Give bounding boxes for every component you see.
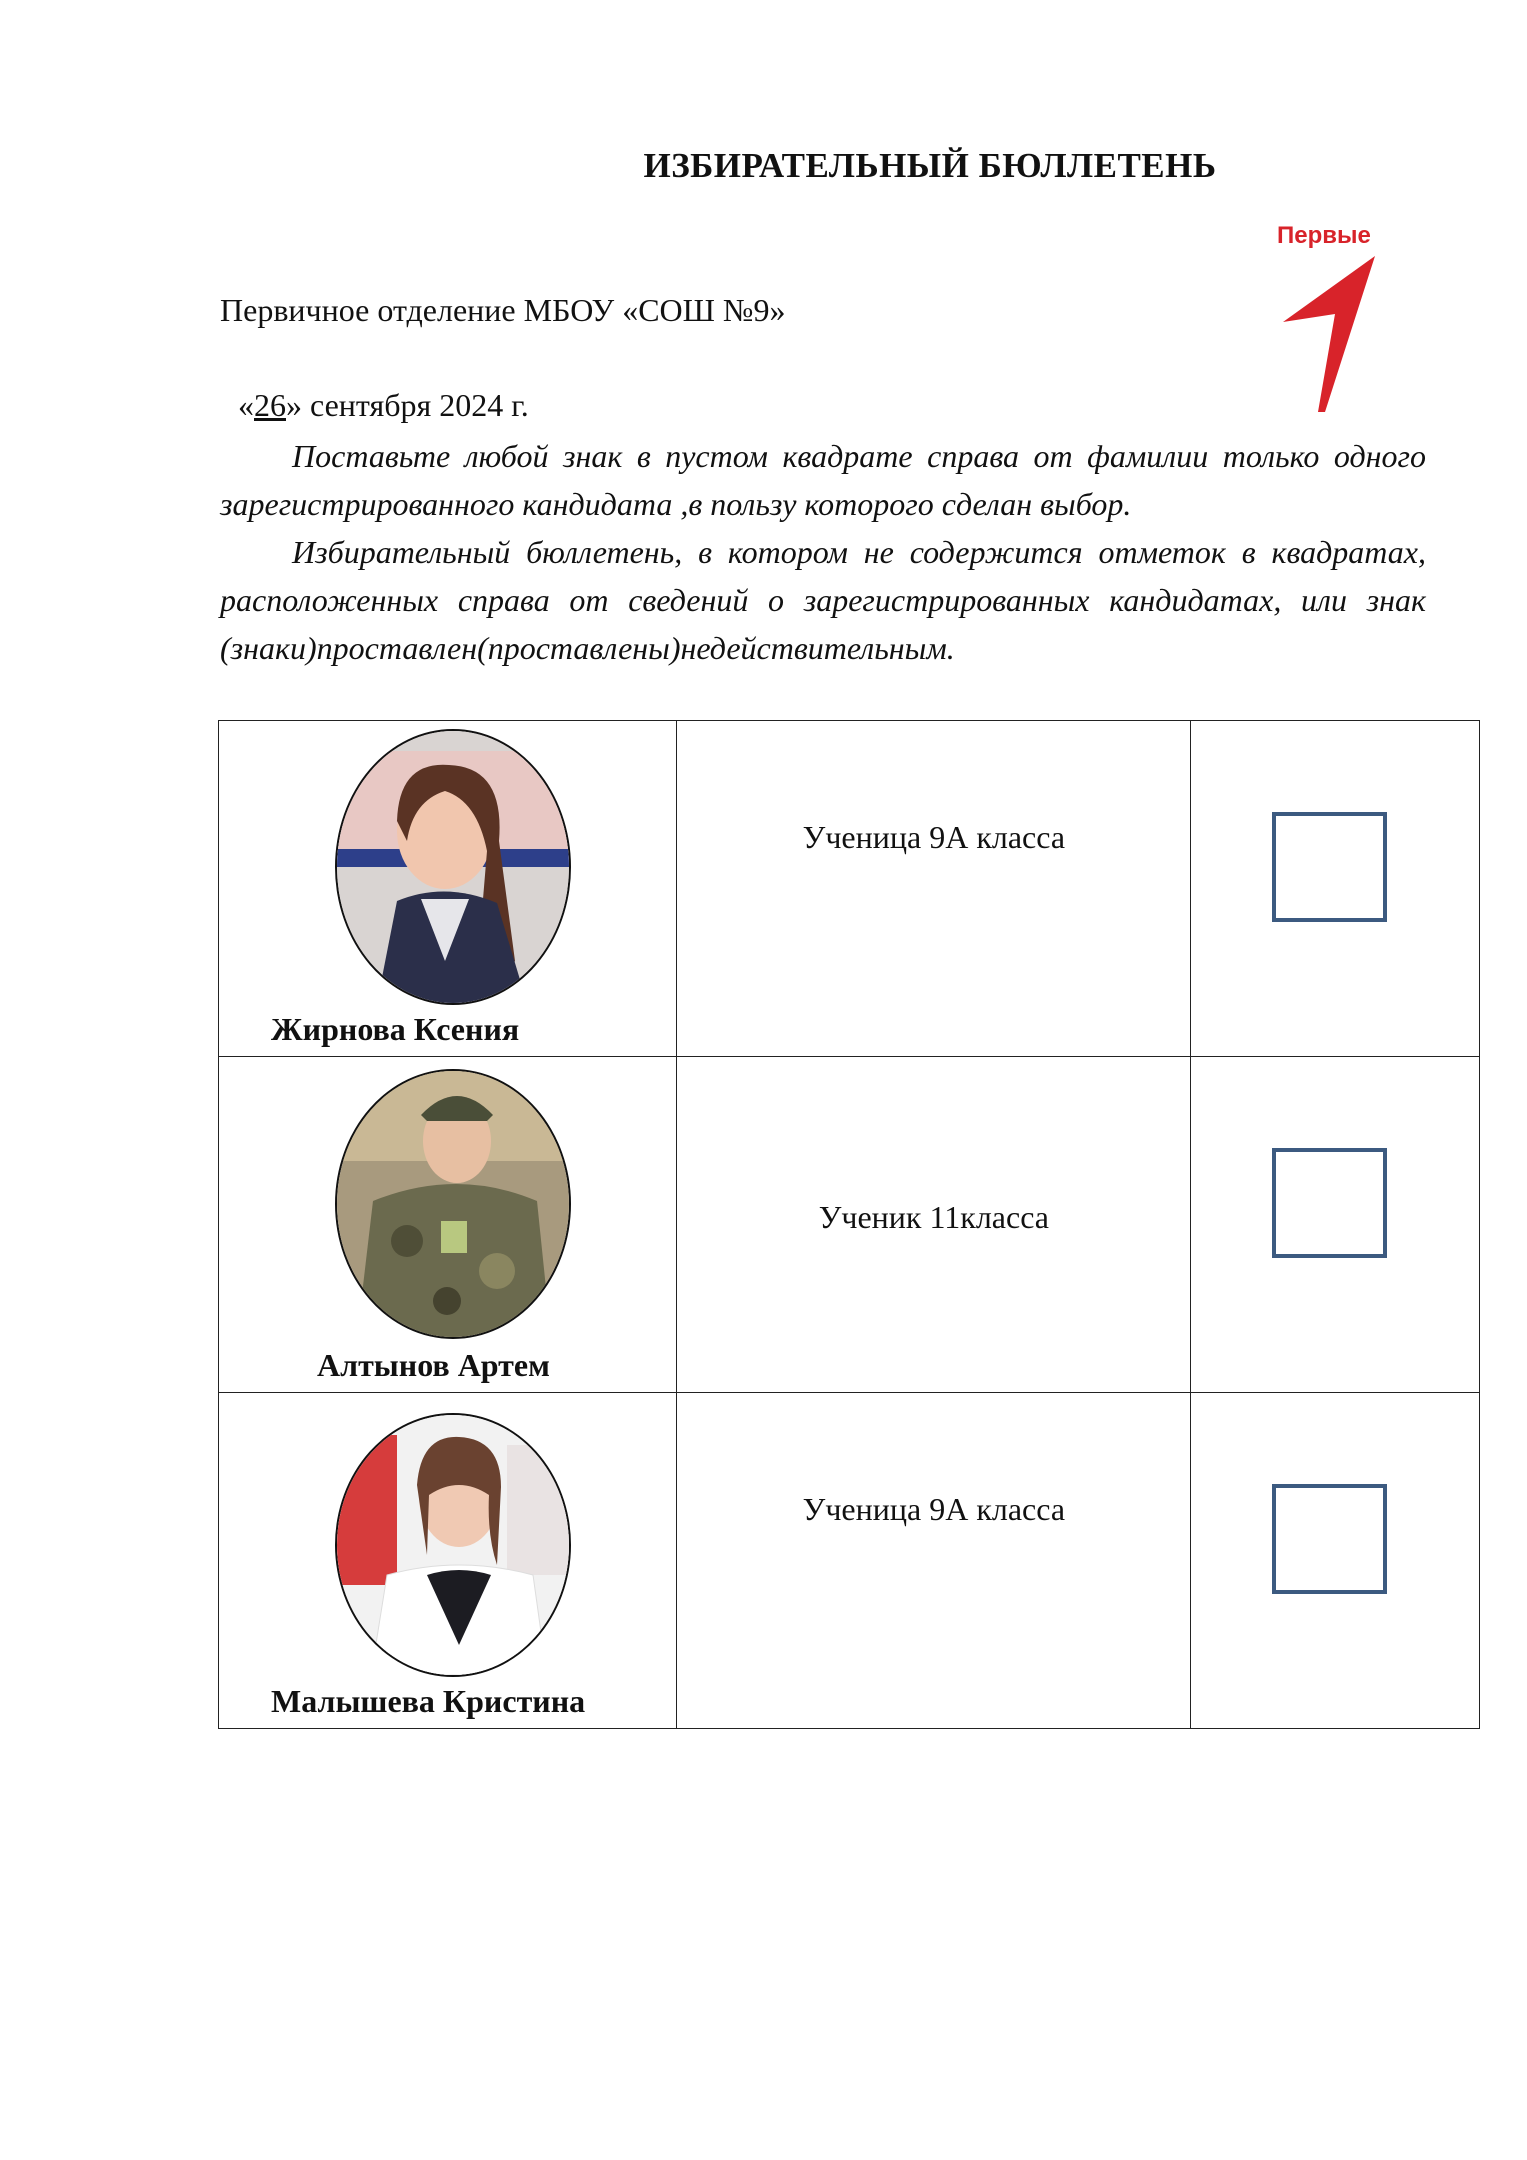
candidate-checkbox-cell [1191,721,1480,1057]
candidate-name: Жирнова Ксения [271,1011,520,1047]
candidate-photo [335,1413,571,1677]
candidate-row [219,1057,1480,1393]
candidate-description: Ученица 9А класса [802,1491,1066,1527]
candidate-name: Алтынов Артем [317,1347,550,1383]
candidate-description: Ученица 9А класса [802,819,1066,855]
candidate-photo [335,1069,571,1339]
vote-checkbox[interactable] [1272,1148,1387,1258]
candidate-photo-cell [219,721,677,1057]
candidate-photo-cell [219,1393,677,1729]
organization-name: Первичное отделение МБОУ «СОШ №9» [220,292,786,328]
instruction-invalid: Избирательный бюллетень, в котором не содержится отметок в квадратах, расположенных справа от сведений о зарегистрированных кандидатах, или знак (знаки)проставлен(проставлены)недействительным. [220,534,1426,666]
logo-text: Первые [1277,222,1371,249]
candidate-name: Малышева Кристина [271,1683,586,1719]
candidate-row [219,721,1480,1057]
candidate-row [219,1393,1480,1729]
candidates-table [218,720,1480,1729]
vote-checkbox[interactable] [1272,812,1387,922]
candidate-description-cell [677,721,1191,1057]
candidate-description: Ученик 11класса [818,1199,1049,1235]
instruction-voting: Поставьте любой знак в пустом квадрате справа от фамилии только одного зарегистрированного кандидата ,в пользу которого сделан выбор. [220,438,1426,522]
candidate-checkbox-cell [1191,1057,1480,1393]
date-day: 26 [254,387,286,423]
candidate-description-cell [677,1393,1191,1729]
pervye-logo [1255,222,1415,422]
candidate-description-cell [677,1057,1191,1393]
ballot-title: ИЗБИРАТЕЛЬНЫЙ БЮЛЛЕТЕНЬ [643,146,1217,185]
candidate-photo-cell [219,1057,677,1393]
vote-checkbox[interactable] [1272,1484,1387,1594]
logo-one-mark-icon [1255,222,1415,422]
candidate-checkbox-cell [1191,1393,1480,1729]
ballot-date: «26» сентября 2024 г. [238,387,529,423]
candidate-photo [335,729,571,1005]
